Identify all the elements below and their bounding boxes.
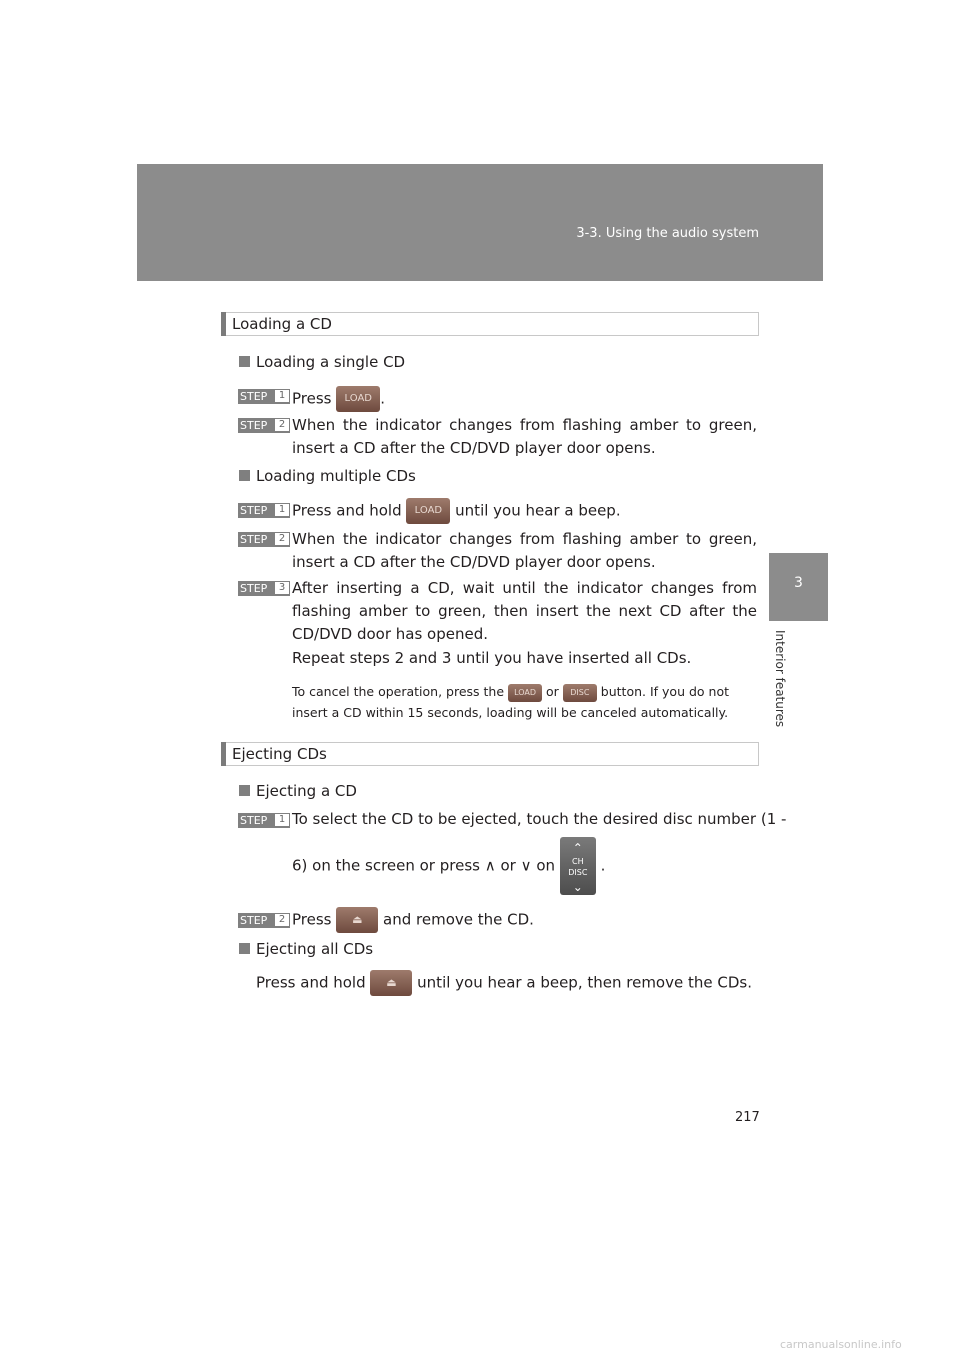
- cancel-note: [292, 681, 757, 723]
- text-fragment: button. If you do not insert a CD within 15 seconds, loading will be canceled automatically.: [292, 684, 730, 720]
- chevron-up-icon: ⌃: [572, 841, 583, 855]
- ch-disc-button-icon: [560, 837, 596, 895]
- eject-button-icon: ⏏: [336, 907, 378, 933]
- step-label: STEP: [240, 504, 268, 517]
- text-fragment: until you hear a beep.: [455, 501, 621, 520]
- bullet-square-icon: [239, 356, 250, 367]
- watermark: carmanualsonline.info: [780, 1338, 902, 1351]
- step-text: [292, 907, 534, 933]
- disc-label: DISC: [568, 868, 588, 877]
- section-title: Ejecting CDs: [232, 745, 327, 763]
- chevron-down-icon: ⌄: [572, 880, 583, 894]
- step-number: 2: [275, 419, 289, 431]
- step-label: STEP: [240, 390, 268, 403]
- step-label: STEP: [240, 419, 268, 432]
- chapter-label-wrap: [771, 630, 789, 740]
- section-heading-ejecting: [221, 742, 759, 766]
- bullet-square-icon: [239, 470, 250, 481]
- step-label: STEP: [240, 533, 268, 546]
- step-badge: [238, 389, 290, 404]
- text-fragment: .: [600, 856, 606, 875]
- step-label: STEP: [240, 914, 268, 927]
- ch-label: CH: [572, 857, 584, 866]
- step-number: 3: [275, 582, 289, 594]
- chapter-number: 3: [794, 575, 803, 591]
- section-heading-loading: [221, 312, 759, 336]
- load-button-icon: LOAD: [508, 684, 542, 702]
- text-fragment: .: [380, 389, 386, 408]
- subheading-loading-single: [239, 353, 405, 371]
- step-text: [292, 386, 385, 412]
- header-band: [137, 164, 823, 281]
- subheading-text: Ejecting a CD: [256, 782, 357, 800]
- chapter-label: Interior features: [773, 630, 787, 728]
- step-text: [292, 498, 621, 524]
- step-text: To select the CD to be ejected, touch the desired disc number (1 -: [292, 810, 787, 828]
- subheading-text: Loading multiple CDs: [256, 467, 416, 485]
- step-badge: [238, 581, 290, 596]
- step-label: STEP: [240, 814, 268, 827]
- step-badge: [238, 813, 290, 828]
- step-number: 1: [275, 504, 289, 516]
- section-title: Loading a CD: [232, 315, 332, 333]
- text-fragment: Press: [292, 389, 332, 408]
- eject-all-text: [256, 970, 752, 996]
- step-label: STEP: [240, 582, 268, 595]
- repeat-text: Repeat steps 2 and 3 until you have inserted all CDs.: [292, 649, 692, 667]
- chapter-tab: [769, 553, 828, 621]
- step-number: 1: [275, 814, 289, 826]
- text-fragment: 6) on the screen or press ∧ or ∨ on: [292, 856, 556, 875]
- step-text: When the indicator changes from flashing amber to green, insert a CD after the CD/DVD player door opens.: [292, 416, 757, 457]
- text-fragment: To cancel the operation, press the: [292, 684, 505, 699]
- bullet-square-icon: [239, 785, 250, 796]
- step-badge: [238, 532, 290, 547]
- step-badge: [238, 503, 290, 518]
- text-fragment: and remove the CD.: [383, 910, 534, 929]
- text-fragment: or: [546, 684, 559, 699]
- step-number: 1: [275, 390, 289, 402]
- load-button-icon: LOAD: [336, 386, 380, 412]
- subheading-ejecting-one: [239, 782, 357, 800]
- subheading-text: Ejecting all CDs: [256, 940, 374, 958]
- step-text: When the indicator changes from flashing amber to green, insert a CD after the CD/DVD player door opens.: [292, 530, 757, 571]
- text-fragment: until you hear a beep, then remove the CDs.: [417, 973, 752, 992]
- running-header: 3-3. Using the audio system: [576, 226, 759, 241]
- bullet-square-icon: [239, 943, 250, 954]
- load-button-icon: LOAD: [406, 498, 450, 524]
- step-number: 2: [275, 533, 289, 545]
- subheading-text: Loading a single CD: [256, 353, 406, 371]
- step-text: After inserting a CD, wait until the indicator changes from flashing amber to green, then insert the next CD after the CD/DVD door has opened.: [292, 579, 757, 643]
- text-fragment: Press and hold: [256, 973, 366, 992]
- step-badge: [238, 913, 290, 928]
- page-number: 217: [735, 1110, 760, 1125]
- eject-button-icon: ⏏: [370, 970, 412, 996]
- step-number: 2: [275, 914, 289, 926]
- text-fragment: Press and hold: [292, 501, 402, 520]
- text-fragment: Press: [292, 910, 332, 929]
- subheading-ejecting-all: [239, 940, 373, 958]
- disc-button-icon: DISC: [563, 684, 597, 702]
- step-badge: [238, 418, 290, 433]
- subheading-loading-multiple: [239, 467, 416, 485]
- step-text: [292, 837, 605, 895]
